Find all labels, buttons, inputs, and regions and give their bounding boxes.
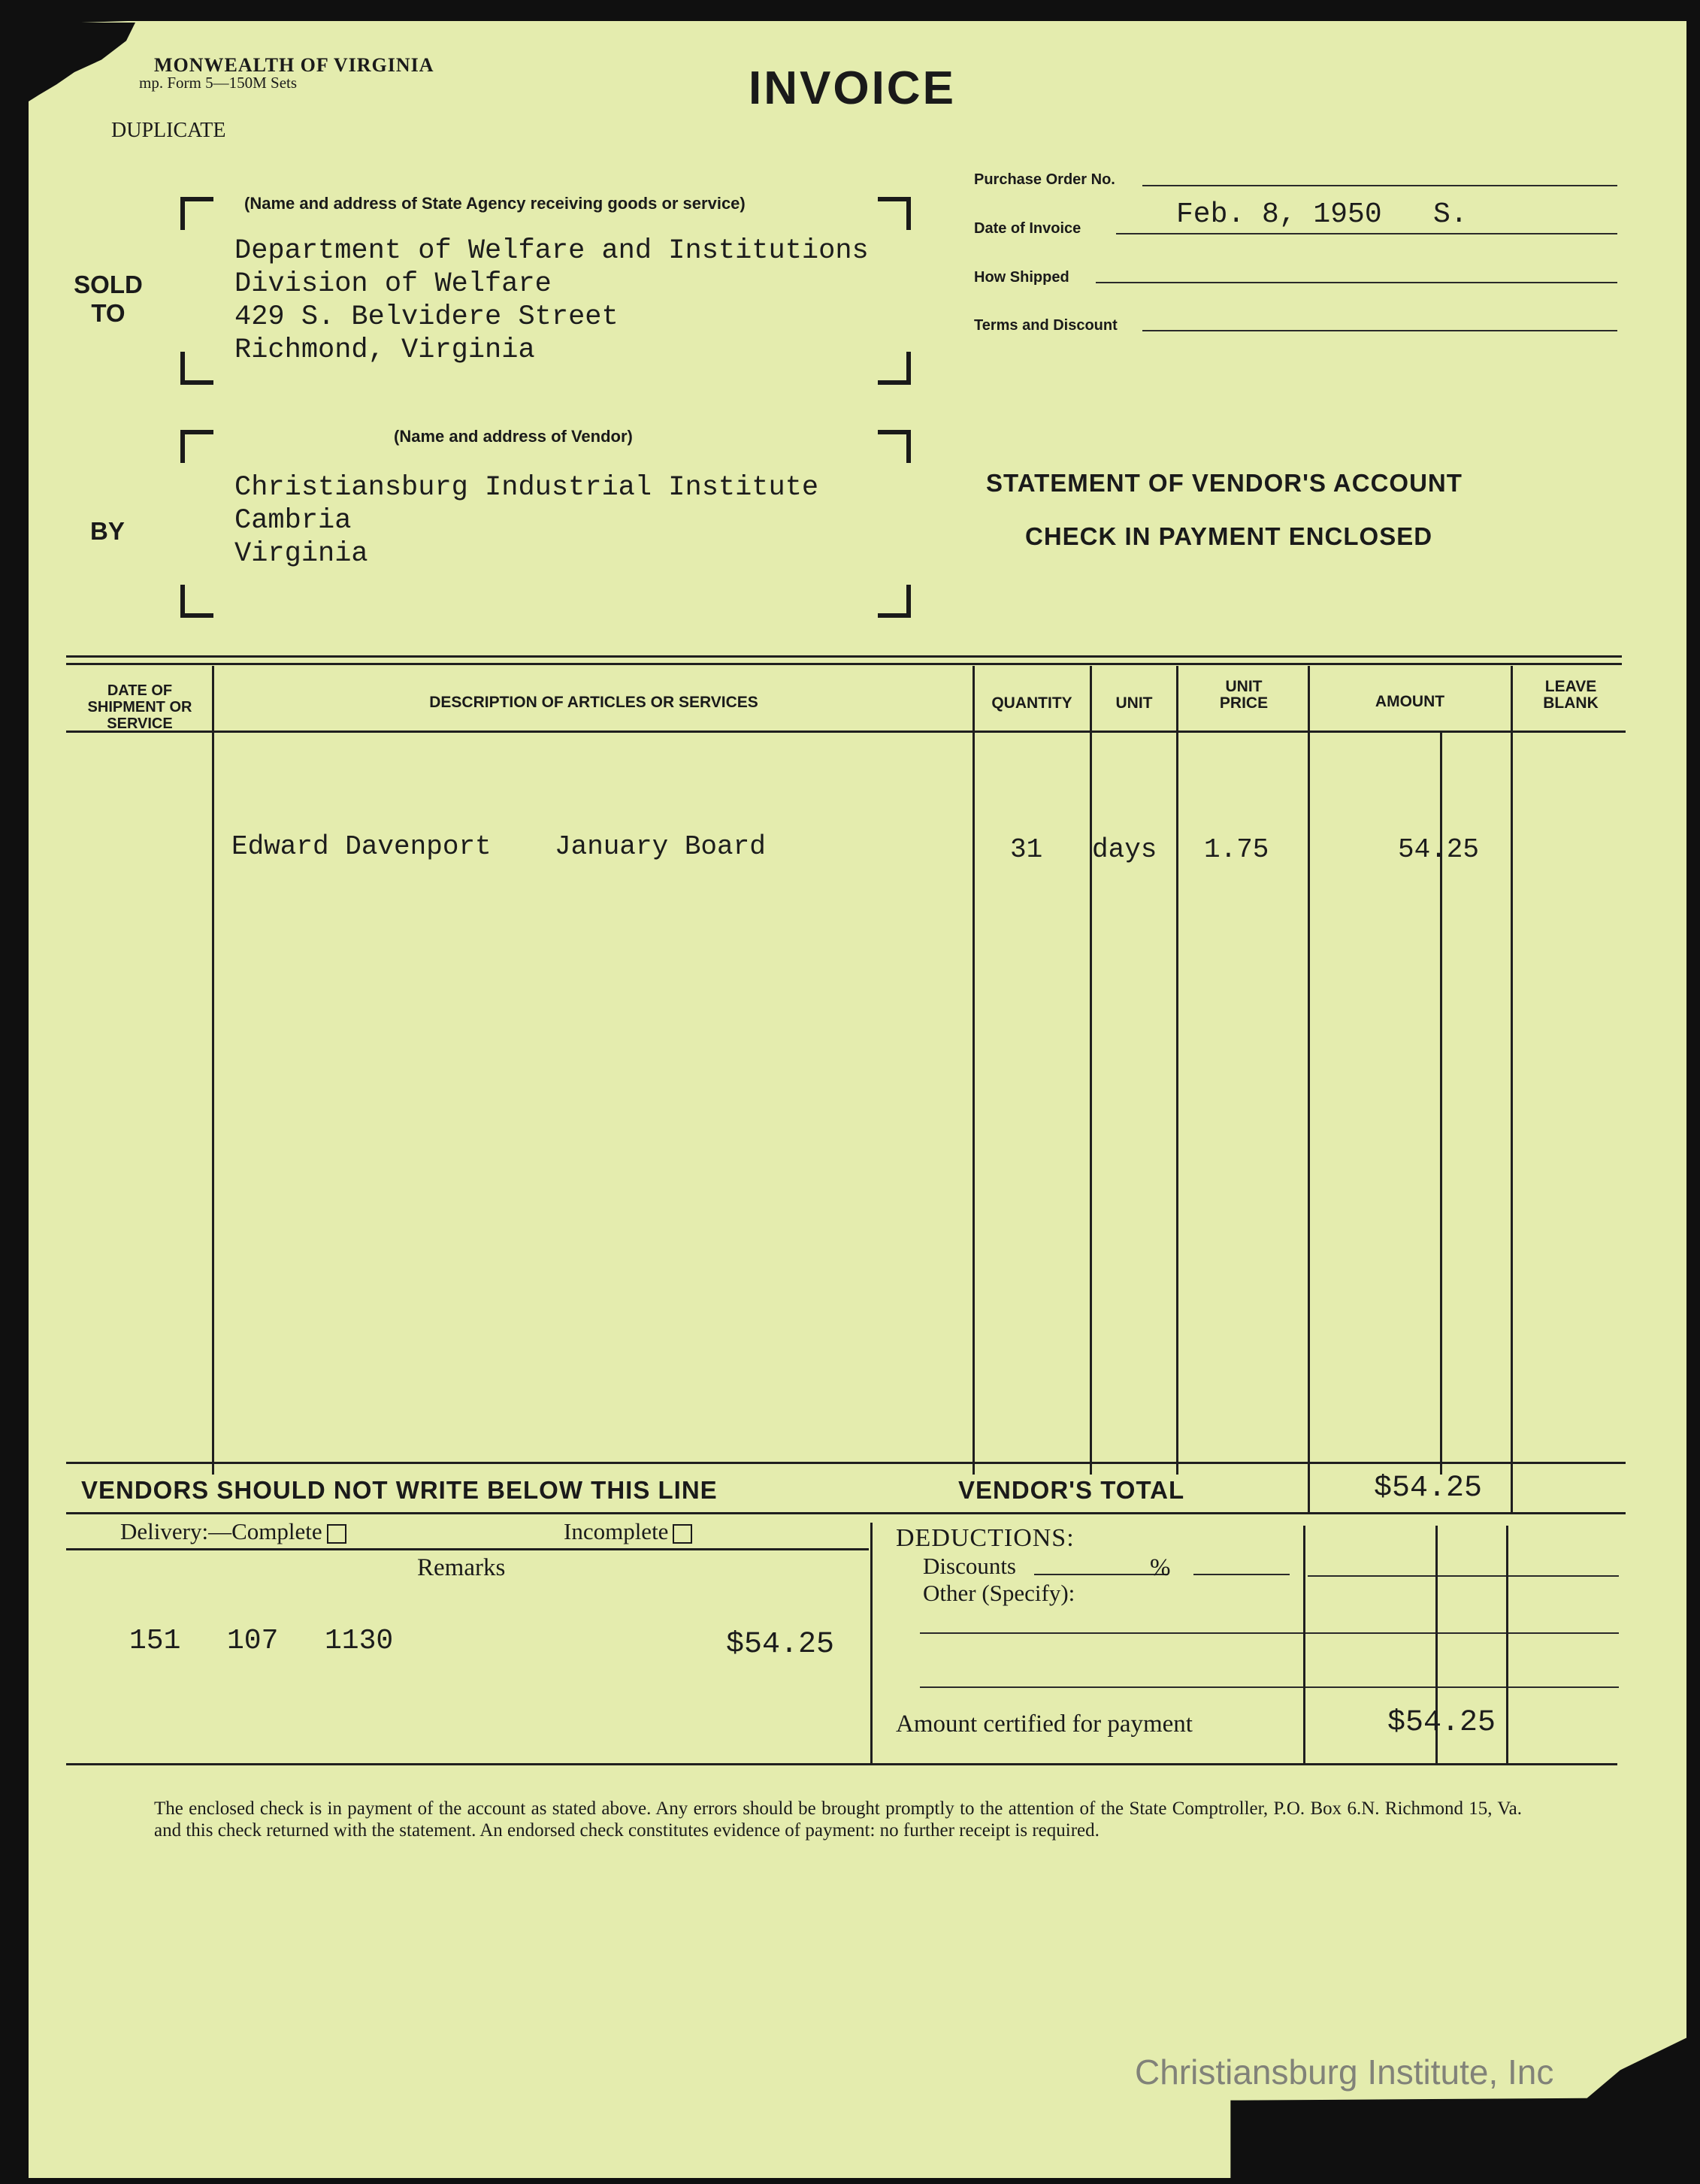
deductions-amount-divider: [1303, 1526, 1305, 1763]
header-description: DESCRIPTION OF ARTICLES OR SERVICES: [429, 694, 758, 711]
remarks-rule: [66, 1548, 869, 1550]
footer-note: The enclosed check is in payment of the account as stated above. Any errors should be brought promptly to the attention of the State Comptroller, P.O. Box 6.N. Richmond 15, Va. and this check returned with the statement. An endorsed check constitutes evidence of payment: no further receipt is required.: [154, 1798, 1522, 1841]
row-quantity: 31: [1010, 834, 1043, 865]
discounts-line: [1034, 1574, 1168, 1575]
table-top-rule-2: [66, 663, 1622, 665]
column-divider: [1176, 666, 1178, 1475]
column-divider: [1090, 666, 1092, 1475]
code: 107: [227, 1625, 279, 1657]
vendor-caption: (Name and address of Vendor): [394, 427, 633, 446]
vendor-total-value: $54.25: [1374, 1472, 1483, 1505]
invoice-date: Feb. 8, 1950 S.: [1176, 198, 1468, 231]
row-unit-price: 1.75: [1204, 834, 1269, 865]
column-divider: [973, 666, 975, 1475]
header-unit-price: UNIT PRICE: [1219, 678, 1269, 712]
totals-bottom-rule: [66, 1512, 1626, 1514]
incomplete-checkbox[interactable]: [673, 1524, 692, 1544]
code: 1130: [325, 1625, 394, 1657]
sold-to-line: 429 S. Belvidere Street: [234, 301, 619, 333]
watermark: Christiansburg Institute, Inc: [1135, 2052, 1554, 2092]
sold-to-line: Department of Welfare and Institutions: [234, 235, 869, 267]
deductions-blank-divider: [1506, 1526, 1508, 1763]
bracket-bottom-left: [180, 352, 213, 385]
terms-label: Terms and Discount: [974, 317, 1118, 334]
totals-top-rule: [66, 1462, 1626, 1464]
row-unit: days: [1092, 834, 1157, 865]
totals-divider: [1511, 1464, 1513, 1514]
sold-to-caption: (Name and address of State Agency receiving goods or service): [244, 194, 746, 213]
percent-line: [1193, 1574, 1290, 1575]
row-name: Edward Davenport: [231, 831, 492, 862]
sold-to-address: [234, 234, 869, 367]
bracket-top-right: [878, 430, 911, 463]
complete-checkbox[interactable]: [327, 1524, 346, 1544]
header-amount: AMOUNT: [1375, 693, 1445, 710]
vendor-line: Cambria: [234, 505, 352, 537]
vendor-notice: VENDORS SHOULD NOT WRITE BELOW THIS LINE: [81, 1476, 718, 1504]
header-date: DATE OF SHIPMENT OR SERVICE: [87, 682, 192, 732]
delivery-incomplete: [564, 1518, 692, 1545]
form-line: mp. Form 5—150M Sets: [139, 74, 298, 92]
sold-to-line: Division of Welfare: [234, 268, 552, 300]
purchase-order-label: Purchase Order No.: [974, 171, 1115, 188]
bracket-bottom-left: [180, 585, 213, 618]
totals-divider: [1308, 1464, 1310, 1514]
terms-line: [1142, 330, 1617, 331]
deductions-label: DEDUCTIONS:: [896, 1524, 1075, 1552]
remarks-amount: $54.25: [726, 1628, 835, 1662]
bracket-bottom-right: [878, 585, 911, 618]
table-header-rule: [66, 731, 1626, 733]
bracket-top-left: [180, 430, 213, 463]
date-line: [1116, 233, 1617, 234]
other-line: [920, 1632, 1619, 1634]
delivery-incomplete-label: Incomplete: [564, 1518, 669, 1544]
vendor-total-label: VENDOR'S TOTAL: [958, 1476, 1185, 1504]
header-leave-blank: LEAVE BLANK: [1543, 678, 1599, 712]
vendor-address: [234, 471, 818, 570]
row-amount: 54.25: [1398, 834, 1480, 865]
shipped-line: [1096, 282, 1617, 283]
percent-sign: %: [1150, 1554, 1171, 1581]
copy-label: DUPLICATE: [111, 119, 226, 142]
header-quantity: QUANTITY: [991, 694, 1072, 712]
page-title: INVOICE: [749, 62, 956, 114]
date-label: Date of Invoice: [974, 220, 1081, 237]
statement-line-1: STATEMENT OF VENDOR'S ACCOUNT: [986, 469, 1463, 497]
other-line: [920, 1686, 1619, 1688]
row-service: January Board: [555, 831, 766, 862]
agency-line: MONWEALTH OF VIRGINIA: [154, 54, 434, 76]
discounts-label: Discounts: [923, 1553, 1016, 1579]
vendor-line: Christiansburg Industrial Institute: [234, 472, 819, 504]
delivery-complete: [120, 1518, 346, 1545]
footer-rule: [66, 1763, 1617, 1765]
bracket-top-right: [878, 197, 911, 230]
by-label: BY: [90, 517, 125, 545]
column-divider: [1511, 666, 1513, 1475]
sold-to-line: Richmond, Virginia: [234, 334, 535, 366]
purchase-order-line: [1142, 185, 1617, 186]
shipped-label: How Shipped: [974, 269, 1069, 286]
vendor-line: Virginia: [234, 538, 368, 570]
table-top-rule: [66, 655, 1622, 658]
statement-line-2: CHECK IN PAYMENT ENCLOSED: [1025, 522, 1433, 550]
column-divider: [212, 666, 214, 1475]
bracket-bottom-right: [878, 352, 911, 385]
bracket-top-left: [180, 197, 213, 230]
delivery-complete-label: Delivery:—Complete: [120, 1518, 322, 1544]
sold-to-label: SOLD TO: [74, 271, 143, 327]
deduction-amount-line: [1308, 1575, 1619, 1577]
certified-label: Amount certified for payment: [896, 1711, 1193, 1738]
other-label: Other (Specify):: [923, 1580, 1075, 1606]
column-divider: [1308, 666, 1310, 1475]
header-unit: UNIT: [1115, 694, 1153, 712]
certified-value: $54.25: [1387, 1706, 1496, 1740]
remarks-label: Remarks: [417, 1554, 506, 1581]
deductions-divider: [870, 1523, 873, 1763]
code: 151: [129, 1625, 181, 1657]
